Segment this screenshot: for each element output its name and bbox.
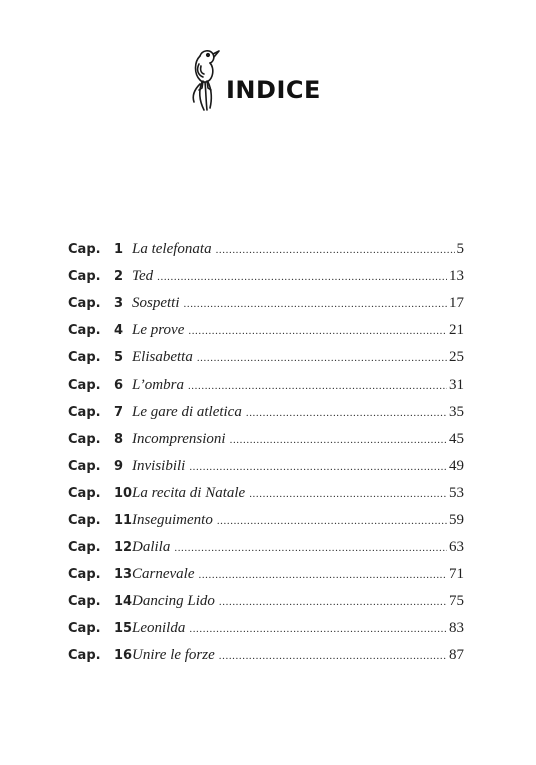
chapter-entry [132,241,464,258]
page-number: 17 [449,295,464,312]
chapter-number: 15 [114,621,133,637]
dot-leader [219,596,447,608]
chapter-title: Inseguimento [132,511,213,528]
chapter-entry [132,458,464,475]
chapter-number: 12 [114,540,133,556]
chapter-title: Leonilda [132,620,186,637]
dot-leader [157,271,447,283]
toc-entry [68,426,464,453]
dot-leader [249,488,447,500]
chapter-number: 4 [114,323,124,339]
toc-entry [68,399,464,426]
page-number: 21 [449,322,464,339]
page-header [186,44,326,114]
dot-leader [174,542,447,554]
chapter-number: 5 [114,350,124,366]
chapter-title: Ted [132,268,154,285]
page-number: 25 [449,349,464,366]
chapter-title: La recita di Natale [132,484,246,501]
page-number: 59 [449,511,464,528]
chapter-number: 8 [114,431,124,447]
chapter-prefix: Cap. [68,242,101,258]
chapter-prefix: Cap. [68,512,101,528]
chapter-prefix: Cap. [68,540,101,556]
toc-entry [68,507,464,534]
chapter-entry [132,485,464,502]
page-number: 63 [449,539,464,556]
chapter-title: Unire le forze [132,647,215,664]
dot-leader [188,325,447,337]
chapter-title: Sospetti [132,295,180,312]
chapter-prefix: Cap. [68,485,101,501]
chapter-entry [132,322,464,339]
chapter-prefix: Cap. [68,269,101,285]
toc-entry [68,317,464,344]
page-number: 49 [449,457,464,474]
page-number: 75 [449,593,464,610]
chapter-number: 16 [114,648,133,664]
dot-leader [219,650,447,662]
chapter-number: 7 [114,404,124,420]
chapter-prefix: Cap. [68,296,101,312]
dot-leader [189,461,447,473]
dot-leader [184,298,448,310]
chapter-entry [132,620,464,637]
chapter-prefix: Cap. [68,621,101,637]
dot-leader [230,434,447,446]
chapter-title: Invisibili [132,457,186,474]
chapter-entry [132,349,464,366]
chapter-number: 2 [114,269,124,285]
chapter-title: Dancing Lido [132,593,215,610]
chapter-entry [132,404,464,421]
chapter-entry [132,431,464,448]
chapter-number: 6 [114,377,124,393]
toc-entry [68,344,464,371]
toc-entry [68,588,464,615]
chapter-number: 10 [114,485,133,501]
dot-leader [246,407,447,419]
toc-entry [68,236,464,263]
chapter-prefix: Cap. [68,594,101,610]
chapter-title: Le gare di atletica [132,403,242,420]
chapter-number: 3 [114,296,124,312]
chapter-prefix: Cap. [68,350,101,366]
chapter-number: 13 [114,567,133,583]
toc-entry [68,480,464,507]
page-title: INDICE [226,76,321,104]
toc-entry [68,290,464,317]
bird-icon [186,44,222,114]
chapter-prefix: Cap. [68,323,101,339]
chapter-title: La telefonata [132,241,212,258]
chapter-entry [132,512,464,529]
page-number: 35 [449,403,464,420]
toc-entry [68,642,464,669]
chapter-prefix: Cap. [68,431,101,447]
dot-leader [188,380,447,392]
chapter-number: 9 [114,458,124,474]
chapter-prefix: Cap. [68,648,101,664]
page-number: 31 [449,376,464,393]
toc-entry [68,561,464,588]
table-of-contents [68,236,464,670]
chapter-prefix: Cap. [68,404,101,420]
toc-entry [68,453,464,480]
chapter-title: Incomprensioni [132,430,226,447]
page-number: 45 [449,430,464,447]
chapter-title: Carnevale [132,566,195,583]
chapter-entry [132,539,464,556]
chapter-entry [132,295,464,312]
page-number: 53 [449,484,464,501]
chapter-prefix: Cap. [68,567,101,583]
dot-leader [197,352,447,364]
chapter-number: 11 [114,512,133,528]
page-number: 83 [449,620,464,637]
page-number: 87 [449,647,464,664]
page-number: 13 [449,268,464,285]
chapter-entry [132,647,464,664]
chapter-title: Le prove [132,322,185,339]
chapter-entry [132,566,464,583]
page-number: 5 [456,241,464,258]
dot-leader [198,569,447,581]
toc-entry [68,371,464,398]
toc-entry [68,615,464,642]
dot-leader [189,623,447,635]
chapter-entry [132,268,464,285]
chapter-entry [132,377,464,394]
toc-entry [68,263,464,290]
dot-leader [216,244,455,256]
chapter-entry [132,593,464,610]
toc-entry [68,534,464,561]
dot-leader [217,515,447,527]
chapter-prefix: Cap. [68,377,101,393]
chapter-title: Elisabetta [132,349,193,366]
chapter-title: Dalila [132,539,171,556]
chapter-title: L’ombra [132,376,184,393]
page-number: 71 [449,566,464,583]
chapter-number: 1 [114,242,124,258]
chapter-prefix: Cap. [68,458,101,474]
chapter-number: 14 [114,594,133,610]
